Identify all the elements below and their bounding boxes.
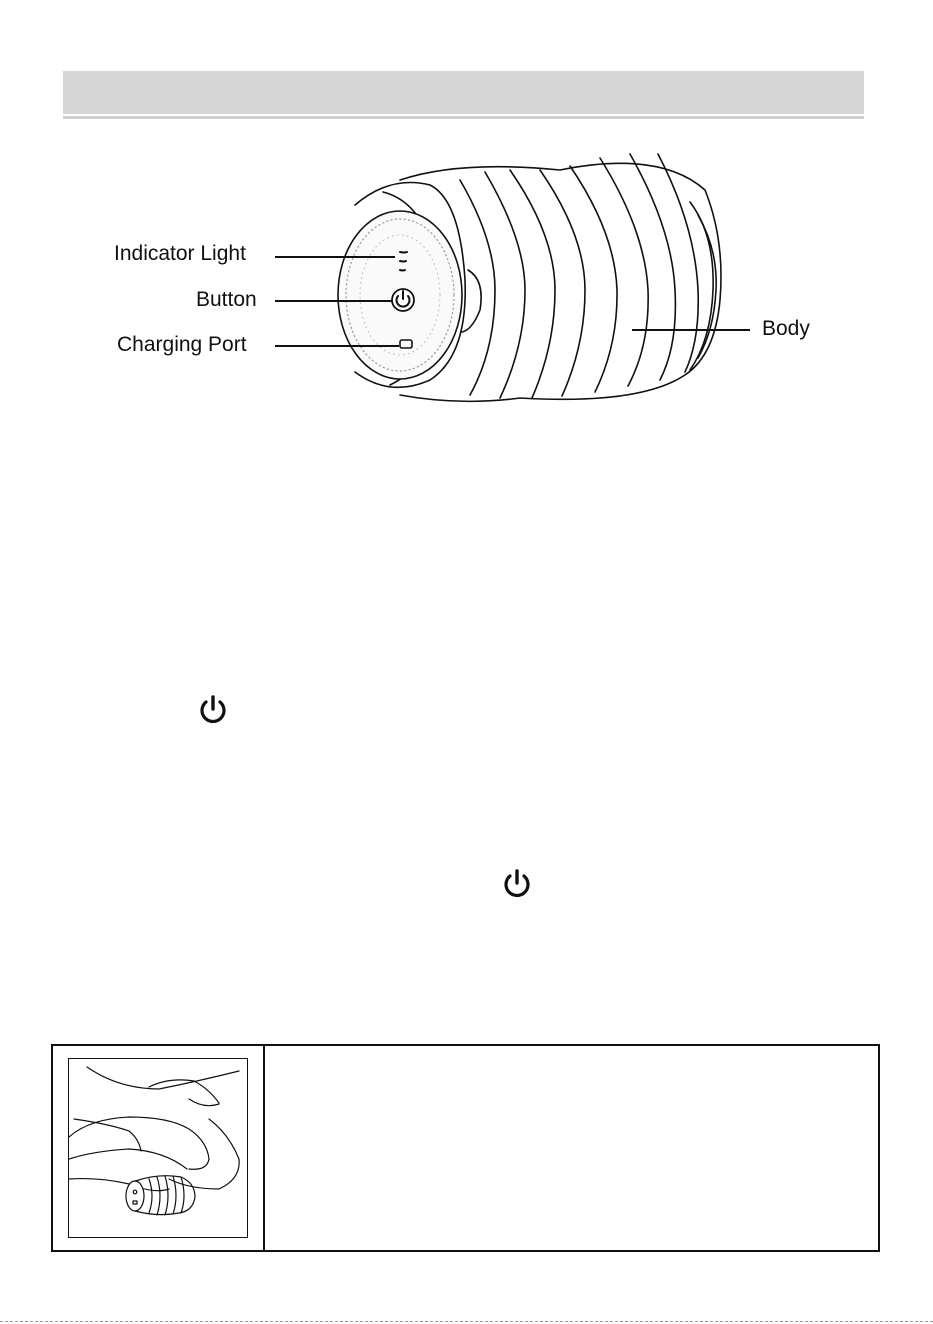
callout-body: Body bbox=[762, 317, 810, 340]
massage-roller-illustration bbox=[100, 140, 860, 420]
product-diagram bbox=[100, 140, 860, 420]
power-icon bbox=[500, 867, 534, 901]
section-header-bar bbox=[63, 71, 864, 114]
callout-indicator-light: Indicator Light bbox=[114, 242, 246, 265]
callout-line-indicator-light bbox=[275, 256, 395, 258]
callout-line-button bbox=[275, 300, 392, 302]
power-icon bbox=[196, 693, 230, 727]
usage-box-divider bbox=[263, 1044, 265, 1252]
callout-line-charging-port bbox=[275, 345, 399, 347]
callout-charging-port: Charging Port bbox=[117, 333, 247, 356]
person-using-roller-drawing bbox=[69, 1059, 248, 1238]
callout-line-body bbox=[632, 329, 750, 331]
section-header-rule bbox=[63, 116, 864, 119]
usage-illustration bbox=[68, 1058, 248, 1238]
callout-button: Button bbox=[196, 288, 257, 311]
